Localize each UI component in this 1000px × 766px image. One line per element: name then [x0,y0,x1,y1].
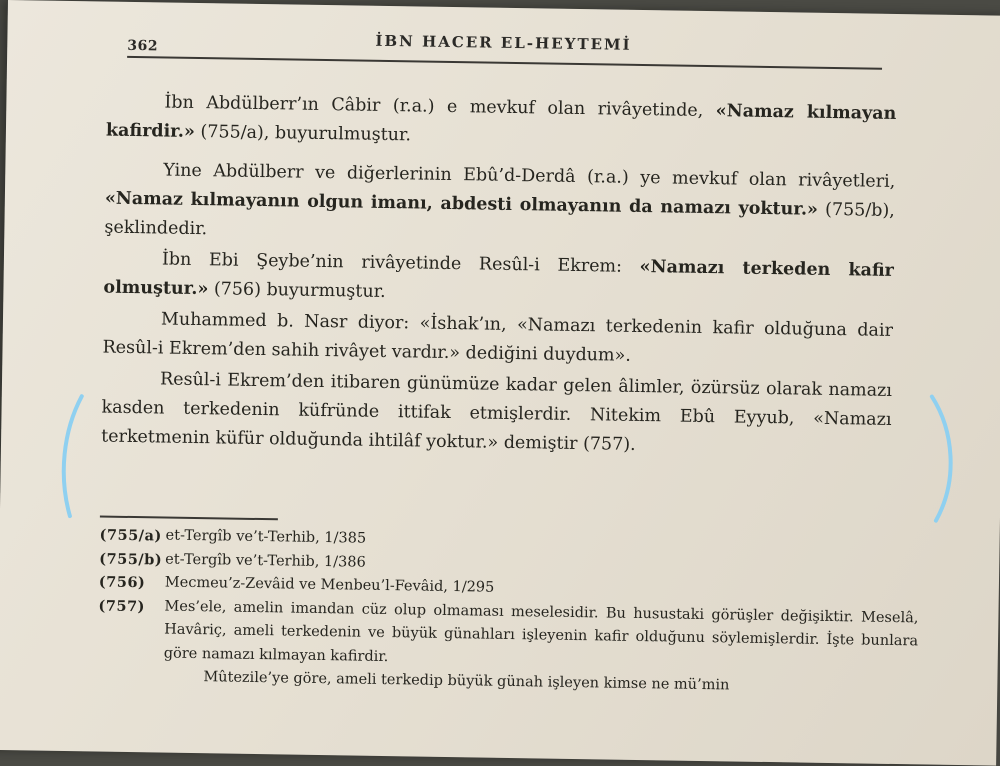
left-bracket-mark [63,396,82,516]
footnote-rule [100,516,278,521]
paragraph-4-seg-1: Muhammed b. Nasr diyor: «İshak’ın, «Namazı terkedenin kafir olduğuna dair Resûl-i Ekrem’den sahih rivâyet vardır.» dediğini duydum». [102,309,894,366]
header-rule [127,56,882,70]
footnote-continuation: Mûtezile’ye göre, ameli terkedip büyük günah işleyen kimse ne mü’min [203,669,730,694]
paragraph-1-seg-2: «Namaz kılmayan kafirdir.» [105,101,897,142]
footnote-number: (757) [98,596,146,615]
paragraph-5 [101,365,892,464]
footnote-text: et-Tergîb ve’t-Terhib, 1/386 [165,551,366,571]
paragraph-3-seg-2: «Namazı terkeden kafir olmuştur.» [103,256,895,300]
paragraph-2 [104,156,895,255]
footnote-text: Mecmeu’z-Zevâid ve Menbeu’l-Fevâid, 1/295 [164,574,495,596]
paragraph-1-seg-1: İbn Abdülberr’ın Câbir (r.a.) e mevkuf olan rivâyetinde, [164,92,716,122]
footnote-number: (755/b) [99,550,163,568]
footnote-text: Mes’ele, amelin imandan cüz olup olmaması meselesidir. Bu husustaki görüşler değişiktir. Meselâ, Havâriç, ameli terkedenin ve büyük günahları işleyenin kafir olduğunu söylemişlerdir. İşte bunlara göre namazı kılmayan kafirdir. [163,598,919,665]
page-number: 362 [127,37,159,55]
footnote-number: (755/a) [99,526,162,545]
footnote-item [98,594,919,677]
paragraph-2-seg-1: Yine Abdülberr ve diğerlerinin Ebû’d-Derdâ (r.a.) ye mevkuf olan rivâyetleri, [163,160,896,192]
body-text [101,88,897,464]
paragraph-5-seg-1: Resûl-i Ekrem’den itibaren günümüze kadar gelen âlimler, özürsüz olarak namazı kasden terkedenin küfründe ittifak etmişlerdir. Nitekim Ebû Eyyub, «Namazı terketmenin küfür olduğunda ihtilâf yoktur.» demiştir (757). [100,369,893,455]
paragraph-4 [102,305,893,375]
paragraph-1 [106,88,897,158]
paragraph-3 [103,245,894,315]
paragraph-3-seg-1: İbn Ebi Şeybe’nin rivâyetinde Resûl-i Ekrem: [161,249,640,277]
running-header-title: İBN HACER EL-HEYTEMİ [375,31,632,54]
footnote-number: (756) [98,573,146,592]
paragraph-2-seg-3: (755/b), şeklindedir. [104,199,895,240]
paragraph-2-seg-2: «Namaz kılmayanın olgun imanı, abdesti olmayanın da namazı yoktur.» [104,188,819,220]
footnotes [97,524,919,701]
footnote-text: et-Tergîb ve’t-Terhib, 1/385 [165,527,367,547]
paragraph-1-seg-3: (755/a), buyurulmuştur. [194,121,412,146]
paragraph-3-seg-3: (756) buyurmuştur. [208,279,386,302]
right-bracket-mark [930,397,952,521]
